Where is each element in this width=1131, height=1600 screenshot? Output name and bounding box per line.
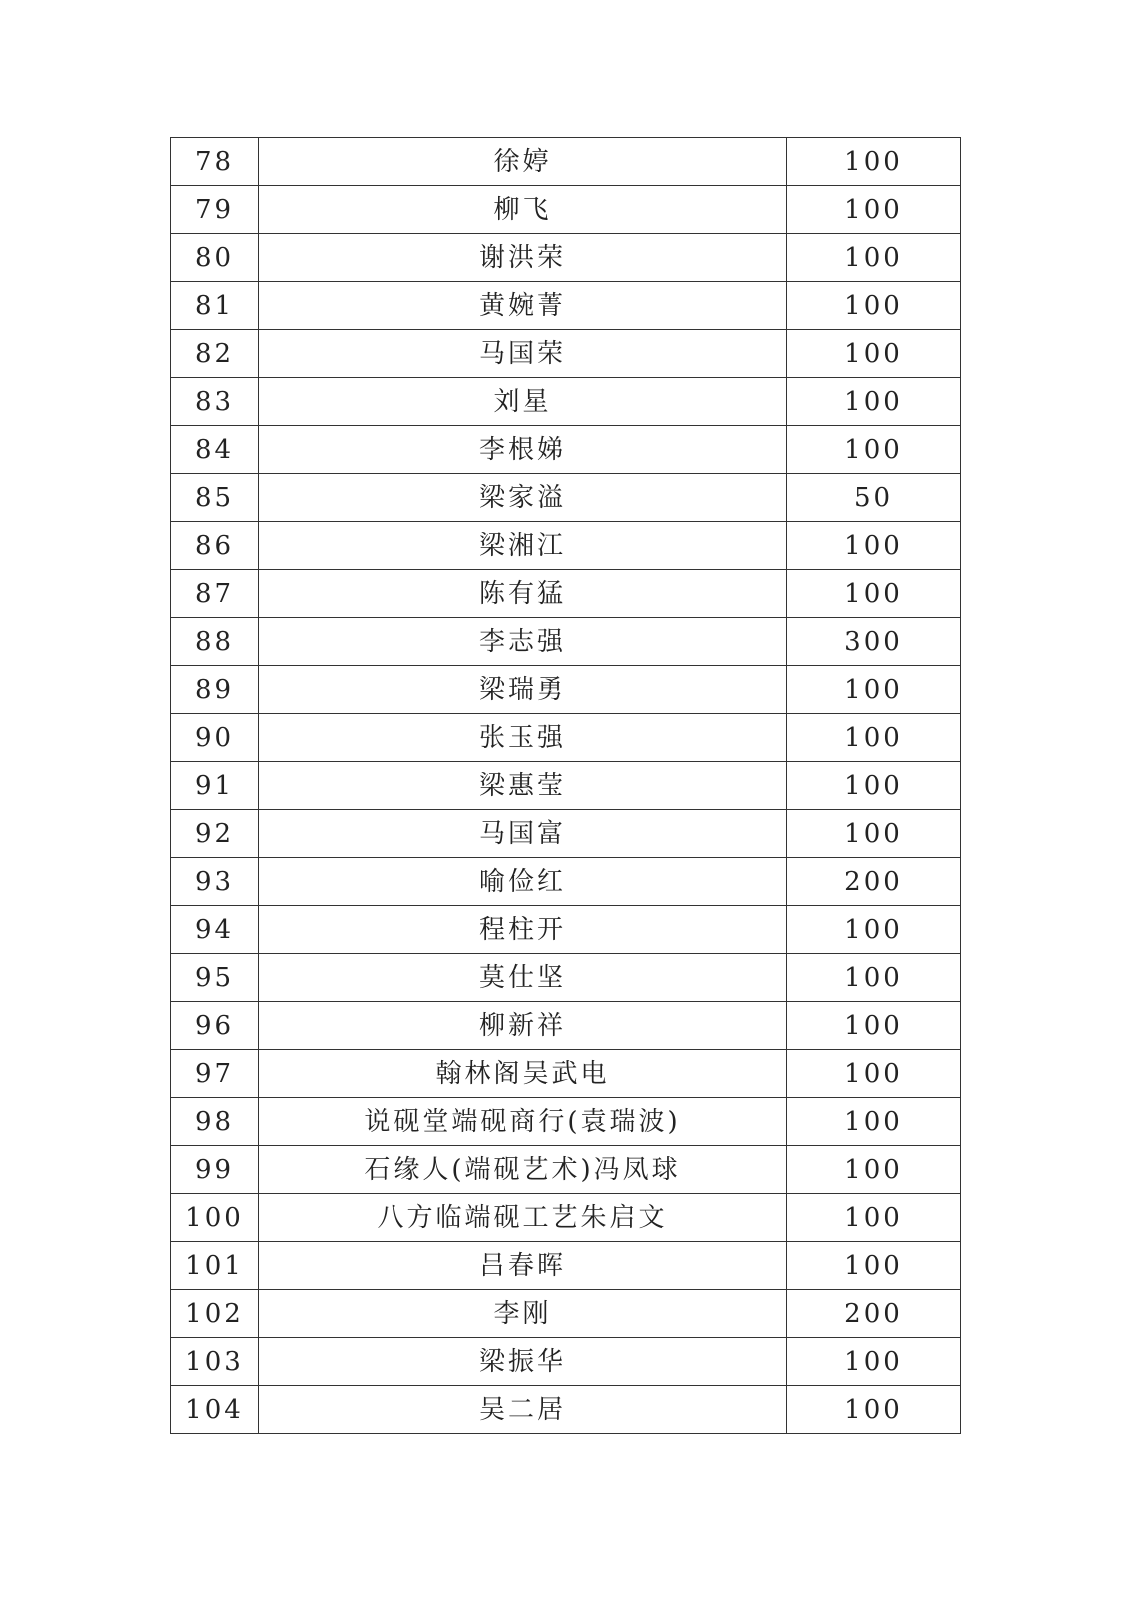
amount-cell: 100 xyxy=(787,1050,961,1098)
amount-cell: 100 xyxy=(787,570,961,618)
amount-cell: 100 xyxy=(787,1002,961,1050)
name-cell: 柳新祥 xyxy=(259,1002,787,1050)
name-cell: 吕春晖 xyxy=(259,1242,787,1290)
row-number-cell: 88 xyxy=(171,618,259,666)
amount-cell: 100 xyxy=(787,330,961,378)
table-row xyxy=(171,1002,961,1050)
row-number-cell: 81 xyxy=(171,282,259,330)
table-row xyxy=(171,762,961,810)
table-row xyxy=(171,426,961,474)
row-number-cell: 99 xyxy=(171,1146,259,1194)
table-row xyxy=(171,234,961,282)
row-number-cell: 89 xyxy=(171,666,259,714)
row-number-cell: 93 xyxy=(171,858,259,906)
name-cell: 吴二居 xyxy=(259,1386,787,1434)
table-row xyxy=(171,714,961,762)
name-cell: 张玉强 xyxy=(259,714,787,762)
table-row xyxy=(171,330,961,378)
amount-cell: 100 xyxy=(787,954,961,1002)
amount-cell: 100 xyxy=(787,426,961,474)
row-number-cell: 92 xyxy=(171,810,259,858)
amount-cell: 100 xyxy=(787,762,961,810)
amount-cell: 100 xyxy=(787,522,961,570)
amount-cell: 100 xyxy=(787,714,961,762)
name-cell: 石缘人(端砚艺术)冯凤球 xyxy=(259,1146,787,1194)
name-cell: 李根娣 xyxy=(259,426,787,474)
name-cell: 翰林阁吴武电 xyxy=(259,1050,787,1098)
row-number-cell: 97 xyxy=(171,1050,259,1098)
amount-cell: 100 xyxy=(787,1194,961,1242)
table-row xyxy=(171,378,961,426)
row-number-cell: 101 xyxy=(171,1242,259,1290)
name-cell: 李志强 xyxy=(259,618,787,666)
amount-cell: 100 xyxy=(787,234,961,282)
table-row xyxy=(171,138,961,186)
name-cell: 柳飞 xyxy=(259,186,787,234)
table-row xyxy=(171,282,961,330)
name-cell: 梁振华 xyxy=(259,1338,787,1386)
amount-cell: 100 xyxy=(787,1146,961,1194)
row-number-cell: 94 xyxy=(171,906,259,954)
row-number-cell: 95 xyxy=(171,954,259,1002)
table-row xyxy=(171,522,961,570)
row-number-cell: 102 xyxy=(171,1290,259,1338)
name-cell: 八方临端砚工艺朱启文 xyxy=(259,1194,787,1242)
donation-table xyxy=(170,137,961,1434)
table-row xyxy=(171,858,961,906)
amount-cell: 100 xyxy=(787,282,961,330)
amount-cell: 100 xyxy=(787,906,961,954)
name-cell: 说砚堂端砚商行(袁瑞波) xyxy=(259,1098,787,1146)
amount-cell: 100 xyxy=(787,186,961,234)
table-row xyxy=(171,1242,961,1290)
row-number-cell: 85 xyxy=(171,474,259,522)
amount-cell: 300 xyxy=(787,618,961,666)
table-row xyxy=(171,570,961,618)
table-row xyxy=(171,1290,961,1338)
table-row xyxy=(171,1050,961,1098)
amount-cell: 50 xyxy=(787,474,961,522)
name-cell: 莫仕坚 xyxy=(259,954,787,1002)
row-number-cell: 84 xyxy=(171,426,259,474)
row-number-cell: 80 xyxy=(171,234,259,282)
name-cell: 喻俭红 xyxy=(259,858,787,906)
row-number-cell: 82 xyxy=(171,330,259,378)
row-number-cell: 90 xyxy=(171,714,259,762)
row-number-cell: 79 xyxy=(171,186,259,234)
table-row xyxy=(171,1194,961,1242)
table-row xyxy=(171,1098,961,1146)
amount-cell: 200 xyxy=(787,1290,961,1338)
name-cell: 谢洪荣 xyxy=(259,234,787,282)
row-number-cell: 100 xyxy=(171,1194,259,1242)
table-row xyxy=(171,666,961,714)
name-cell: 梁家溢 xyxy=(259,474,787,522)
row-number-cell: 91 xyxy=(171,762,259,810)
row-number-cell: 96 xyxy=(171,1002,259,1050)
name-cell: 马国富 xyxy=(259,810,787,858)
table-body xyxy=(171,138,961,1434)
name-cell: 徐婷 xyxy=(259,138,787,186)
name-cell: 马国荣 xyxy=(259,330,787,378)
amount-cell: 100 xyxy=(787,1242,961,1290)
table-row xyxy=(171,1338,961,1386)
amount-cell: 100 xyxy=(787,1098,961,1146)
amount-cell: 100 xyxy=(787,810,961,858)
row-number-cell: 87 xyxy=(171,570,259,618)
name-cell: 黄婉菁 xyxy=(259,282,787,330)
name-cell: 程柱开 xyxy=(259,906,787,954)
amount-cell: 100 xyxy=(787,378,961,426)
amount-cell: 100 xyxy=(787,1386,961,1434)
row-number-cell: 78 xyxy=(171,138,259,186)
name-cell: 刘星 xyxy=(259,378,787,426)
name-cell: 陈有猛 xyxy=(259,570,787,618)
row-number-cell: 104 xyxy=(171,1386,259,1434)
amount-cell: 100 xyxy=(787,1338,961,1386)
table-row xyxy=(171,954,961,1002)
amount-cell: 100 xyxy=(787,666,961,714)
name-cell: 梁瑞勇 xyxy=(259,666,787,714)
name-cell: 梁湘江 xyxy=(259,522,787,570)
row-number-cell: 86 xyxy=(171,522,259,570)
table-row xyxy=(171,618,961,666)
table-row xyxy=(171,810,961,858)
table-row xyxy=(171,906,961,954)
row-number-cell: 83 xyxy=(171,378,259,426)
name-cell: 李刚 xyxy=(259,1290,787,1338)
table-row xyxy=(171,1386,961,1434)
name-cell: 梁惠莹 xyxy=(259,762,787,810)
table-row xyxy=(171,474,961,522)
amount-cell: 200 xyxy=(787,858,961,906)
amount-cell: 100 xyxy=(787,138,961,186)
row-number-cell: 103 xyxy=(171,1338,259,1386)
table-row xyxy=(171,186,961,234)
row-number-cell: 98 xyxy=(171,1098,259,1146)
table-row xyxy=(171,1146,961,1194)
